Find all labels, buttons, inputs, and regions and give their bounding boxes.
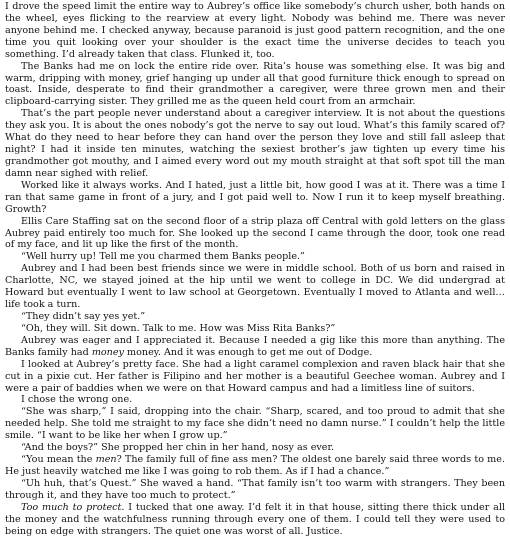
- paragraph-text: Aubrey was eager and I appreciated it. Because I needed a gig like this more than anything. The Banks family had: [5, 334, 505, 358]
- paragraph-text: I tucked that one away. I’d felt it in that house, sitting there thick under all the money and the watchfulness running through every one of them. I could tell they were used to being on edge with strangers. The quiet one was worst of all. Justice.: [5, 501, 505, 537]
- paragraph: [5, 406, 505, 442]
- paragraph-text: The Banks had me on lock the entire ride over. Rita’s house was something else. It was big and warm, dripping with money, grief hanging up under all that good furniture thick enough to spread on toast. Inside, desperate to find their grandmother a caregiver, were three grown men and their clipboard-carrying sister. They grilled me as the queen held court from an armchair.: [5, 60, 505, 108]
- paragraph-text: “Well hurry up! Tell me you charmed them Banks people.”: [21, 251, 305, 263]
- paragraph: [5, 454, 505, 478]
- paragraph: [5, 108, 505, 180]
- paragraph: [5, 311, 505, 323]
- paragraph: [5, 359, 505, 395]
- paragraph-text: ? The family full of fine ass men? The oldest one barely said three words to me. He just heavily watched me like I was going to rob them. As if I had a chance.”: [5, 454, 505, 477]
- paragraph-text: “Uh huh, that’s Quest.” She waved a hand. “That family isn’t too warm with strangers. They been through it, and they have too much to protect.”: [5, 477, 505, 501]
- paragraph: [5, 61, 505, 109]
- paragraph-text: I drove the speed limit the entire way to Aubrey’s office like somebody’s church usher, both hands on the wheel, eyes flicking to the rearview at every light. Nobody was behind me. There was never anyone behind me. I checked anyway, because paranoid is just good pattern recognition, and the one time you quit looking over your shoulder is the exact time the universe decides to teach you something. I’d already taken that class. Flunked it, too.: [5, 1, 505, 60]
- paragraph: [5, 216, 505, 252]
- paragraph-text: “And the boys?” She propped her chin in her hand, nosy as ever.: [21, 442, 335, 454]
- paragraph: [5, 335, 505, 359]
- paragraph-text: Worked like it always works. And I hated, just a little bit, how good I was at it. There was a time I ran that same game in front of a jury, and I got paid well to. Now I run it to keep myself breathing. Growth?: [5, 179, 505, 215]
- paragraph-text: “She was sharp,” I said, dropping into the chair. “Sharp, scared, and too proud to admit that she needed help. She told me straight to my face she didn’t need no damn nurse.” I couldn’t help the little smile. “I want to be like her when I grow up.”: [5, 406, 505, 442]
- paragraph-text: money. And it was enough to get me out of Dodge.: [123, 346, 373, 358]
- paragraph-text: Ellis Care Staffing sat on the second floor of a strip plaza off Central with gold letters on the glass Aubrey paid entirely too much for. She looked up the second I came through the door, took one read of my face, and lit up like the first of the month.: [5, 215, 505, 251]
- paragraph: [5, 442, 505, 454]
- paragraph: [5, 1, 505, 61]
- emphasized-text: men: [95, 454, 117, 466]
- paragraph: [5, 394, 505, 406]
- emphasized-text: money: [91, 346, 124, 358]
- paragraph-text: I looked at Aubrey’s pretty face. She had a light caramel complexion and raven black hair that she cut in a pixie cut. Her father is Filipino and her mother is a beautiful Geechee woman. Aubrey and I were a pair of baddies when we were on that Howard campus and had a limitless line of suitors.: [5, 358, 505, 394]
- paragraph-text: “You mean the: [21, 454, 96, 466]
- body-text: [5, 1, 505, 537]
- paragraph: [5, 263, 505, 311]
- paragraph-text: Aubrey and I had been best friends since we were in middle school. Both of us born and raised in Charlotte, NC, we stayed joined at the hip until we went to college in DC. We did undergrad at Howard but eventually I went to law school at Georgetown. Eventually I moved to Atlanta and well… life took a turn.: [5, 263, 505, 311]
- paragraph: [5, 323, 505, 335]
- paragraph: [5, 251, 505, 263]
- emphasized-text: Too much to protect.: [21, 501, 125, 513]
- paragraph: [5, 502, 505, 537]
- paragraph: [5, 478, 505, 502]
- paragraph-text: “They didn’t say yes yet.”: [21, 310, 146, 322]
- paragraph-text: “Oh, they will. Sit down. Talk to me. How was Miss Rita Banks?”: [21, 322, 336, 334]
- paragraph-text: I chose the wrong one.: [21, 394, 133, 406]
- paragraph: [5, 180, 505, 216]
- paragraph-text: That’s the part people never understand about a caregiver interview. It is not about the questions they ask you. It is about the ones nobody’s got the nerve to say out loud. What’s this family scared of? What do they need to hear before they can hand over the person they love and still fall asleep that night? I had it inside ten minutes, watching the sexiest brother’s jaw tighten up every time his grandmother got mouthy, and I aimed every word out my mouth straight at that soft spot till the man damn near sighed with relief.: [5, 108, 505, 179]
